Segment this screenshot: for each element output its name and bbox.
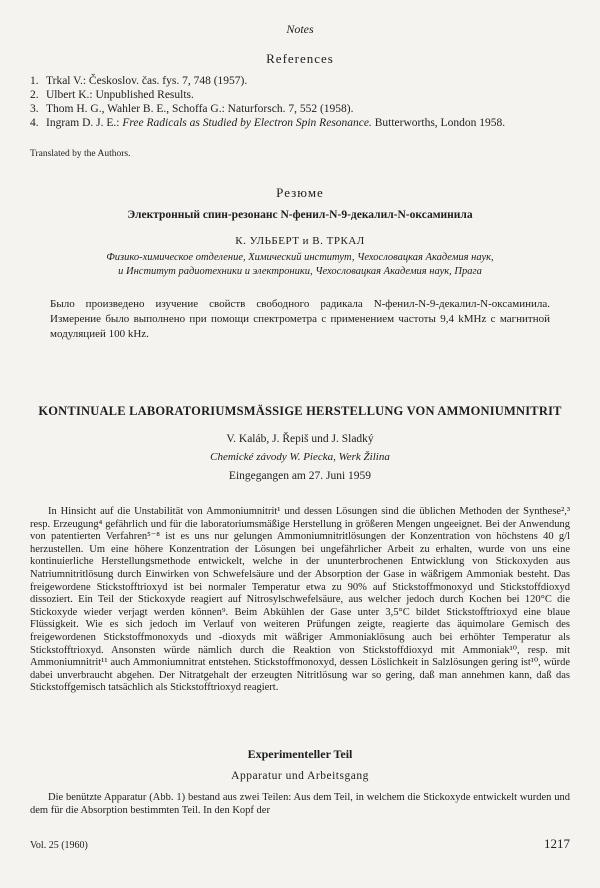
reference-list [30,74,570,130]
page-number: 1217 [544,836,570,851]
apparatus-heading: Apparatur und Arbeitsgang [231,770,369,782]
reference-number: 3. [30,103,39,115]
translation-note: Translated by the Authors. [30,149,131,159]
article-paragraph: Die benützte Apparatur (Abb. 1) bestand aus zwei Teilen: Aus dem Teil, in welchem die Stickoxyde entwickelt wurden und dem für die Absorption bestimmten Teil. In den Kopf der [30,792,570,816]
resume-authors: К. УЛЬБЕРТ и В. ТРКАЛ [235,235,365,247]
volume-info: Vol. 25 (1960) [30,840,88,851]
references-heading: References [266,51,334,66]
reference-number: 4. [30,117,39,129]
resume-affiliation-line: Физико-химическое отделение, Химический институт, Чехословацкая Академия наук, [106,252,494,263]
resume-heading: Резюме [276,185,324,200]
reference-number: 2. [30,89,39,101]
running-header: Notes [286,22,314,36]
article-title: KONTINUALE LABORATORIUMSMÄSSIGE HERSTELLUNG VON AMMONIUMNITRIT [38,404,562,418]
reference-text: Ulbert K.: Unpublished Results. [46,89,194,101]
reference-book-title: Free Radicals as Studied by Electron Spin Resonance. [122,117,372,129]
experimental-heading: Experimenteller Teil [247,747,353,761]
resume-affiliation [30,251,570,279]
received-date: Eingegangen am 27. Juni 1959 [228,470,372,482]
article-authors: V. Kaláb, J. Řepiš und J. Sladký [226,433,374,445]
reference-item [30,102,570,116]
resume-abstract: Было произведено изучение свойств свободного радикала N-фенил-N-9-декалил-N-оксаминила. Измерение было выполнено при помощи спектрометра с применением частоты 9,4 kMHz с магнитной модуляцией 100 kHz. [50,298,550,340]
reference-item [30,74,570,88]
reference-text: Trkal V.: Českoslov. čas. fys. 7, 748 (1957). [46,75,248,87]
reference-number: 1. [30,75,39,87]
resume-title: Электронный спин-резонанс N-фенил-N-9-декалил-N-оксаминила [127,209,473,221]
reference-text: Thom H. G., Wahler B. E., Schoffa G.: Naturforsch. 7, 552 (1958). [46,103,354,115]
article-paragraph: In Hinsicht auf die Unstabilität von Ammoniumnitrit¹ und dessen Lösungen sind die üblichen Methoden der Synthese²,³ resp. Erzeugung⁴ gefährlich und für die laboratoriumsmäßige Herstellung in größeren Mengen ungeeignet. Bei der Anwendung von patentierten Verfahren⁵⁻⁸ ist es uns nur gelungen Ammoniumnitritlösungen der Konzentration von höchstens 40 g/l herzustellen. Um eine höhere Konzentration der Lösungen bei ungefährlicher Arbeit zu erhalten, wurde von uns eine kontinuierliche Herstellungsmethode entwickelt, welche in der ununterbrochenen Entwicklung von Stickoxyden aus Natriumnitritlösung durch Einwirken von Schwefelsäure und der Absorption der Gase in wäßrigem Ammoniak besteht. Das freigewordene Stickstofftrioxyd ist bei normaler Temperatur etwa zu 90% auf Stickstoffmonoxyd und Stickstoffdioxyd dissoziert. Ein Teil der Stickoxyde reagiert auf Nitrosylschwefelsäure, aus welcher jedoch durch Kochen bei 120°C die Stickoxyde wieder verjagt werden können⁹. Beim Abkühlen der Gase unter 3,5°C bildet Stickstofftrioxyd eine blaue Flüssigkeit. Wie es sich jedoch im Verlauf von weiteren Prüfungen zeigte, reagierte das äquimolare Gemisch des freigewordenen Stickstoffmonoxyds und -dioxyds mit wäßriger Ammoniaklösung auch bei erhöhter Temperatur als Stickstofftrioxyd. Ansonsten würde nämlich durch die Reaktion von Stickstoffdioxyd mit Ammoniak¹⁰, resp. mit Ammoniumnitrit¹¹ auch Ammoniumnitrat entstehen. Stickstoffmonoxyd, dessen Löslichkeit in Salzlösungen gering ist¹⁰, würde dabei unverbraucht abgehen. Der Nitratgehalt der erzeugten Nitritlösung war so gering, daß man annehmen kann, daß das Stickstoffgemisch tatsächlich als Stickstofftrioxyd reagiert. [30,506,570,694]
reference-text: Ingram D. J. E.: [46,117,123,129]
resume-affiliation-line: и Институт радиотехники и электроники, Чехословацкая Академия наук, Прага [118,266,482,277]
article-affiliation: Chemické závody W. Piecka, Werk Žilina [210,451,390,463]
reference-item [30,116,570,130]
reference-text-tail: Butterworths, London 1958. [371,117,506,129]
reference-item [30,88,570,102]
